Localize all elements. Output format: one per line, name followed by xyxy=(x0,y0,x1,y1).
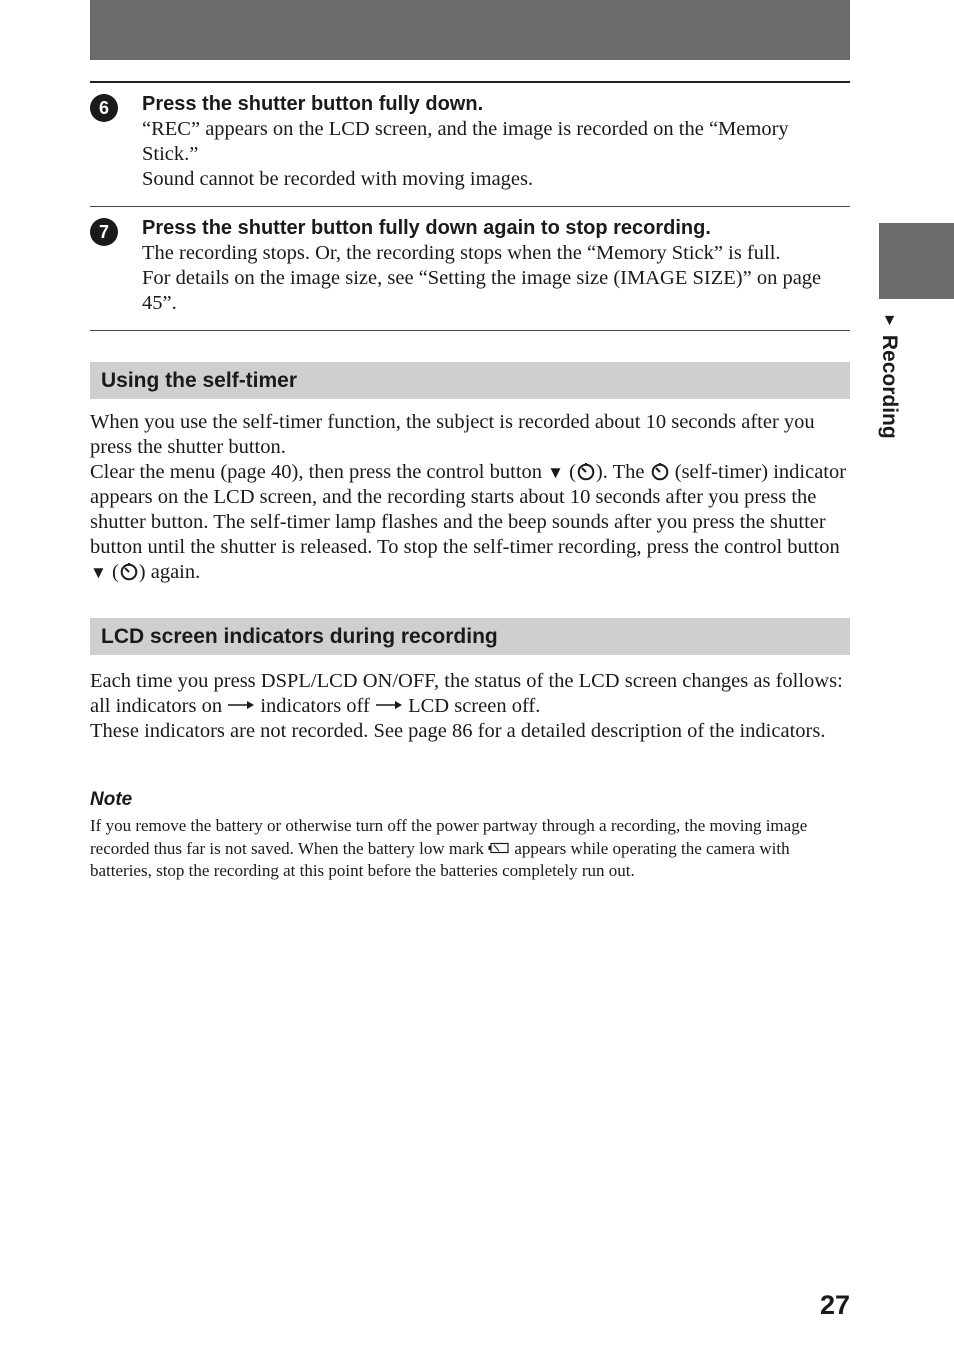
step-number-badge: 7 xyxy=(90,218,118,246)
lcd-paragraph-1 xyxy=(90,669,850,719)
page-number: 27 xyxy=(819,1290,850,1320)
lcd-paragraph-2: These indicators are not recorded. See page 86 for a detailed description of the indicators. xyxy=(90,720,826,742)
step-line: “REC” appears on the LCD screen, and the image is recorded on the “Memory Stick.” xyxy=(142,118,789,165)
self-timer-paragraph-1: When you use the self-timer function, the subject is recorded about 10 seconds after you press the shutter button. xyxy=(90,411,815,458)
section-heading-self-timer: Using the self-timer xyxy=(90,362,850,399)
note-label: Note xyxy=(90,789,133,810)
step-7 xyxy=(90,216,850,316)
step-body xyxy=(142,117,850,192)
step-line: Sound cannot be recorded with moving images. xyxy=(142,168,534,190)
header-bar xyxy=(90,0,850,60)
text-run: Each time you press DSPL/LCD ON/OFF, the status of the LCD screen changes as follows: all indicators on xyxy=(90,670,843,717)
text-run: If you remove the battery or otherwise turn off the power partway through a recording, the moving image recorded thus far is not saved. When the battery low mark xyxy=(90,816,808,858)
step-number-badge: 6 xyxy=(90,94,118,122)
text-run: indicators off xyxy=(260,695,370,717)
down-triangle-icon: ▼ xyxy=(881,312,898,329)
down-triangle-icon: ▼ xyxy=(547,463,564,482)
text-run: Clear the menu (page 40), then press the control button xyxy=(90,461,543,483)
step-line: The recording stops. Or, the recording stops when the “Memory Stick” is full. xyxy=(142,242,781,264)
down-triangle-icon: ▼ xyxy=(90,563,107,582)
section-heading-lcd: LCD screen indicators during recording xyxy=(90,618,850,655)
side-tab-text: Recording xyxy=(878,334,901,439)
self-timer-paragraph-2 xyxy=(90,460,850,585)
lcd-text xyxy=(90,669,850,744)
step-title: Press the shutter button fully down. xyxy=(142,93,484,115)
text-run: ( xyxy=(569,461,576,483)
text-run: appears while operating the camera with batteries, stop the recording at this point before the batteries completely run out. xyxy=(90,838,790,880)
arrow-right-icon xyxy=(375,700,403,710)
side-tab-block xyxy=(879,223,954,299)
side-tab-label xyxy=(875,312,901,472)
text-run: LCD screen off. xyxy=(408,695,541,717)
self-timer-text xyxy=(90,410,850,585)
self-timer-icon xyxy=(119,561,139,581)
step-body xyxy=(142,241,850,316)
arrow-right-icon xyxy=(227,700,255,710)
text-run: ( xyxy=(111,561,119,583)
self-timer-icon xyxy=(650,461,670,481)
battery-low-icon xyxy=(488,842,510,854)
text-run: ) again. xyxy=(138,561,201,583)
top-rule xyxy=(90,81,850,83)
text-run: (self-timer) indicator appears on the LCD screen, and the recording starts about 10 seconds after you press the shutter button. The self-timer lamp flashes and the beep sounds after you press the shutter button until the shutter is released. To stop the self-timer recording, press the control button xyxy=(90,461,847,558)
step-line: For details on the image size, see “Setting the image size (IMAGE SIZE)” on page 45”. xyxy=(142,267,822,314)
step-6 xyxy=(90,92,850,192)
self-timer-icon xyxy=(576,461,596,481)
note-text xyxy=(90,815,830,883)
text-run: ). The xyxy=(595,461,645,483)
step-title: Press the shutter button fully down again to stop recording. xyxy=(142,217,711,239)
step-divider xyxy=(90,330,850,331)
step-divider xyxy=(90,206,850,207)
